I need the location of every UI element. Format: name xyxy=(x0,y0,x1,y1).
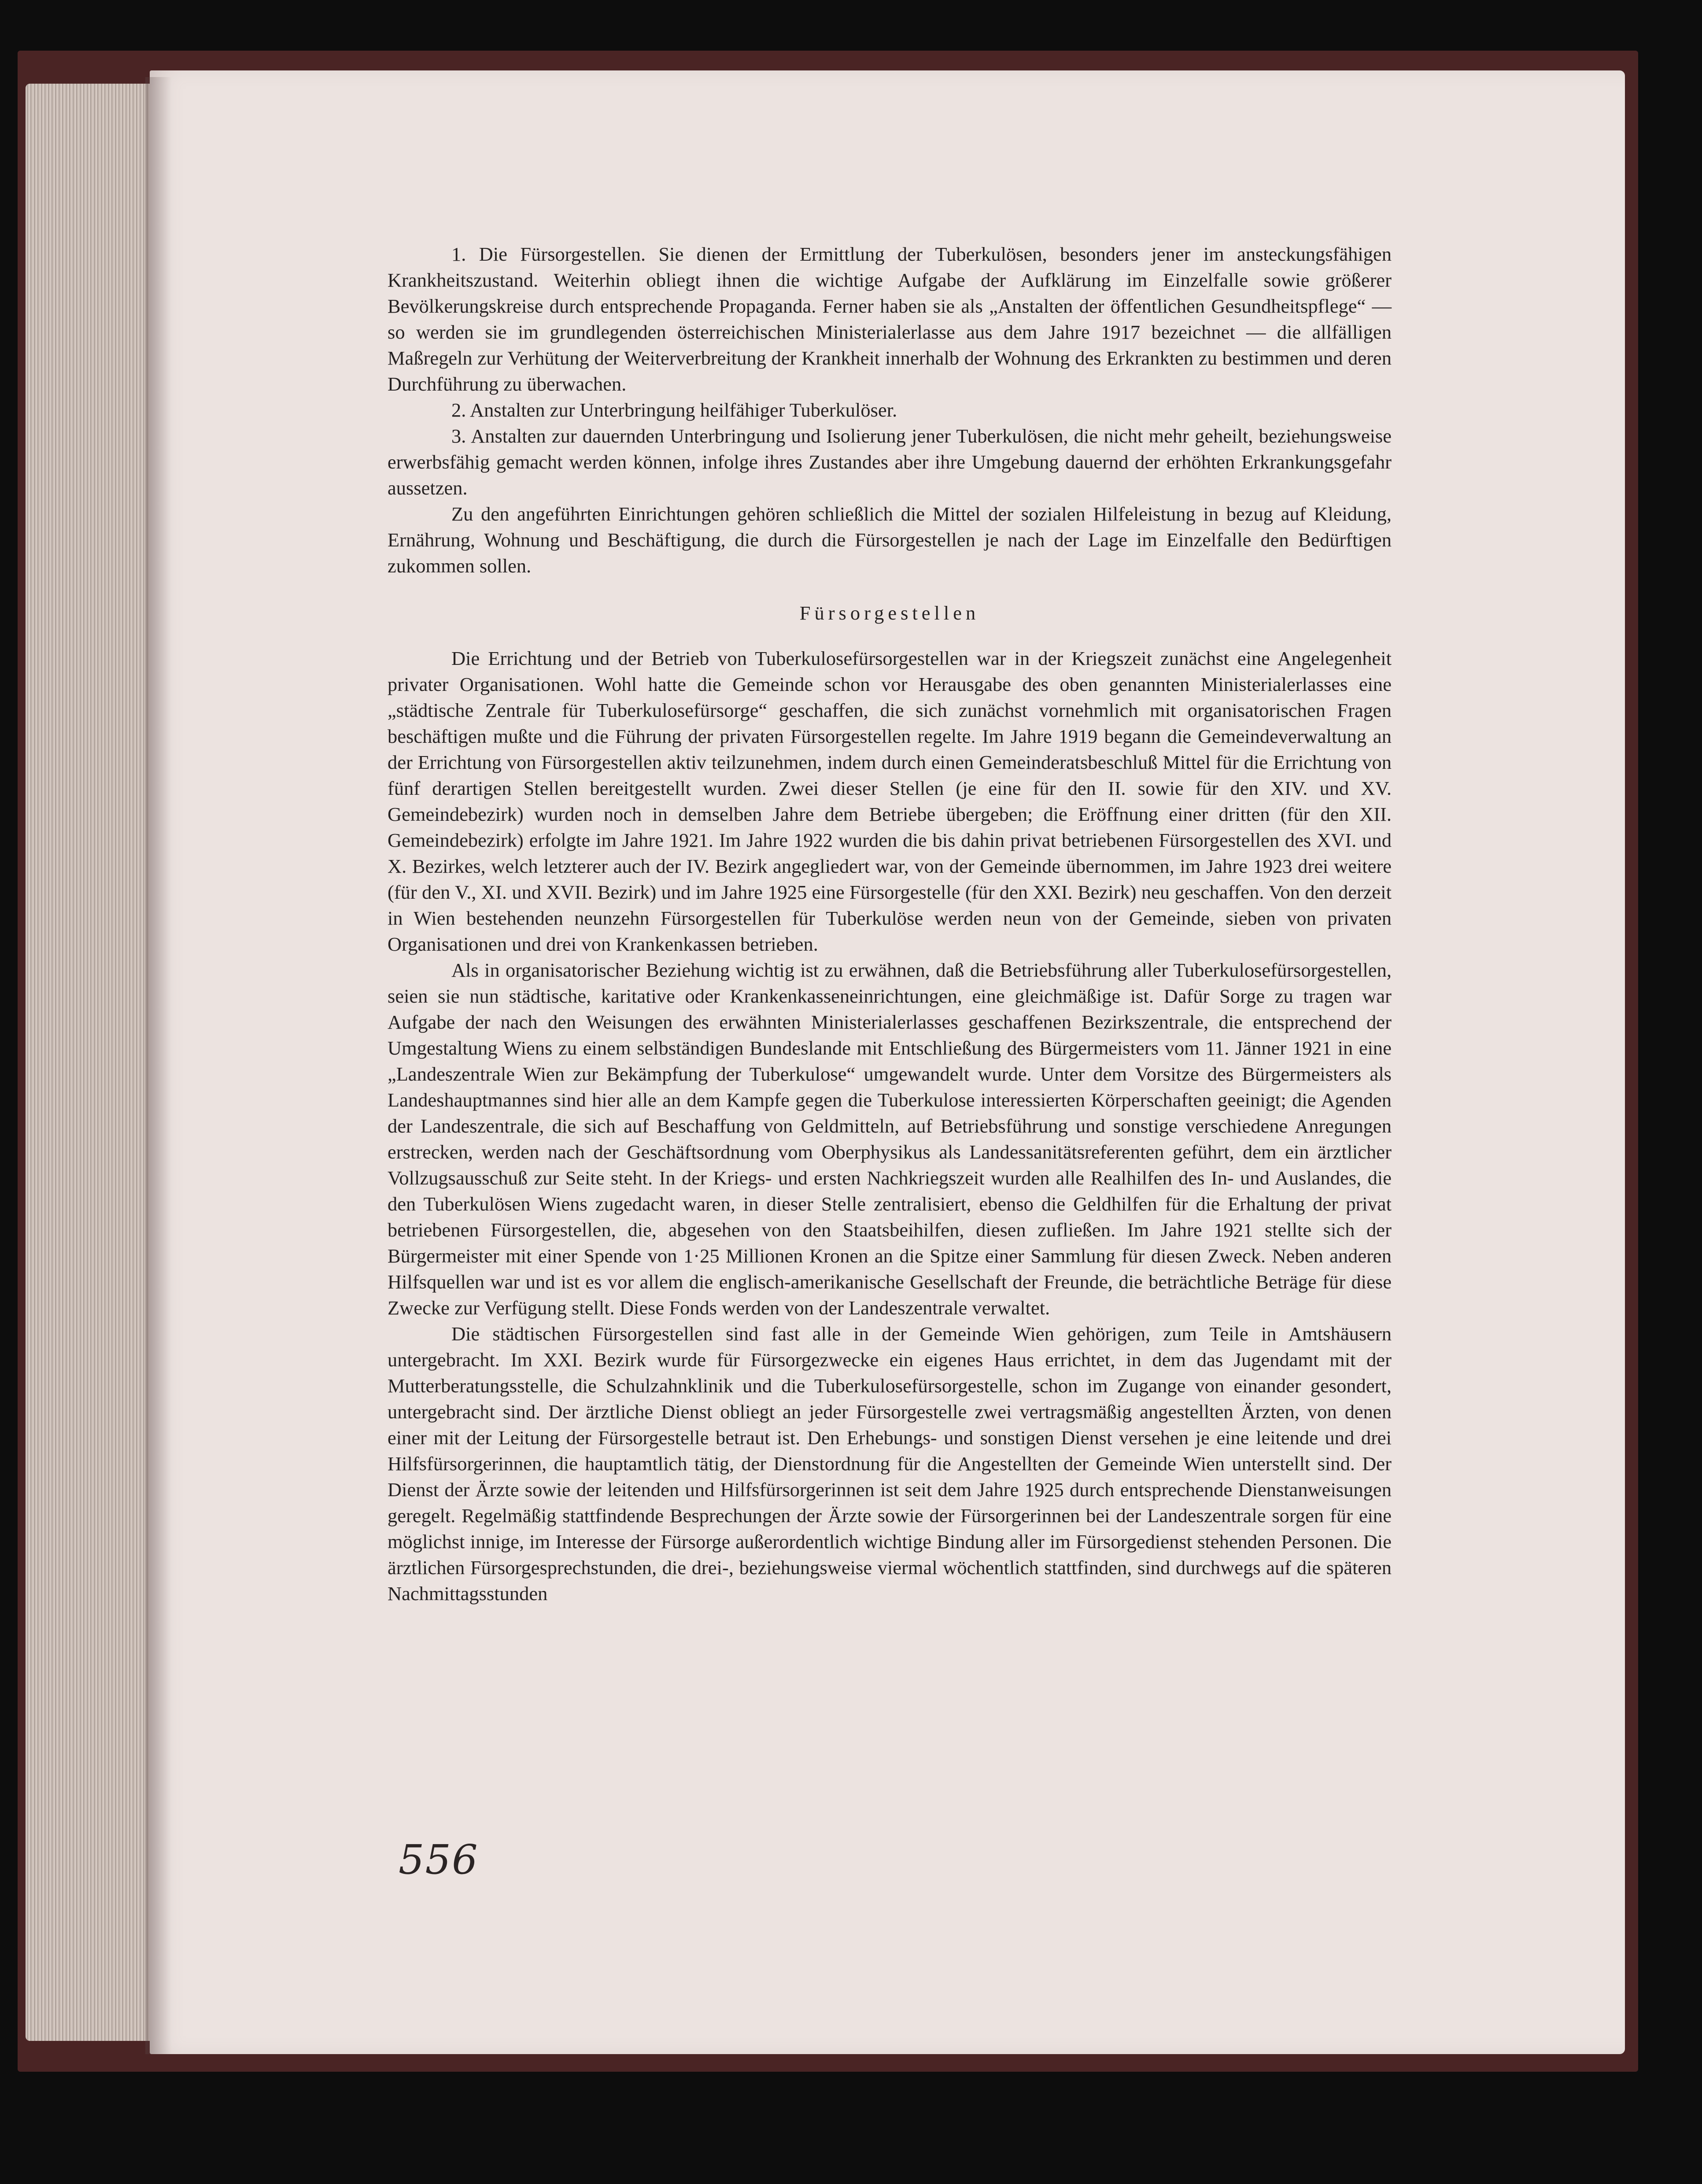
paragraph-staedtische-fuersorgestellen: Die städtischen Fürsorgestellen sind fast alle in der Gemeinde Wien gehörigen, zum Teile in Amtshäusern untergebracht. Im XXI. Bezirk wurde für Fürsorgezwecke ein eigenes Haus errichtet, in dem das Jugendamt mit der Mutterberatungsstelle, die Schulzahnklinik und die Tuberkulosefürsorgestelle, schon im Zugange von einander gesondert, untergebracht sind. Der ärztliche Dienst obliegt an jeder Fürsorgestelle zwei vertragsmäßig angestellten Ärzten, von denen einer mit der Leitung der Fürsorgestelle betraut ist. Den Erhebungs- und sonstigen Dienst versehen je eine leitende und drei Hilfsfürsorgerinnen, die hauptamtlich tätig, der Dienstordnung für die Angestellten der Gemeinde Wien unterstellt sind. Der Dienst der Ärzte sowie der leitenden und Hilfsfürsorgerinnen ist seit dem Jahre 1925 durch entsprechende Dienstanweisungen geregelt. Regelmäßig stattfindende Besprechungen der Ärzte sowie der Fürsorgerinnen bei der Landeszentrale sorgen für eine möglichst innige, im Interesse der Fürsorge außerordentlich wichtige Bindung aller im Fürsorgedienst stehenden Personen. Die ärztlichen Fürsorgesprechstunden, die drei-, beziehungsweise viermal wöchentlich stattfinden, sind durchwegs auf die späteren Nachmittagsstunden xyxy=(388,1323,1392,1605)
paragraph-anstalten-dauernd-item: 3. Anstalten zur dauernden Unterbringung und Isolierung jener Tuberkulösen, die nicht mehr geheilt, beziehungsweise erwerbsfähig gemacht werden können, infolge ihres Zustandes aber ihre Umgebung dauernd der erhöhten Erkrankungsgefahr aussetzen. xyxy=(388,425,1392,499)
paragraph-anstalten-heilfaehig-item: 2. Anstalten zur Unterbringung heilfähiger Tuberkulöser. xyxy=(451,399,897,421)
text-block xyxy=(388,241,1392,1607)
paragraph-hilfeleistung: Zu den angeführten Einrichtungen gehören schließlich die Mittel der sozialen Hilfeleistung in bezug auf Kleidung, Ernährung, Wohnung und Beschäftigung, die durch die Fürsorgestellen je nach der Lage im Einzelfalle den Bedürftigen zukommen sollen. xyxy=(388,503,1392,577)
paragraph-errichtung: Die Errichtung und der Betrieb von Tuberkulosefürsorgestellen war in der Kriegszeit zunächst eine Angelegenheit privater Organisationen. Wohl hatte die Gemeinde schon vor Herausgabe des oben genannten Ministerialerlasses eine „städtische Zentrale für Tuberkulosefürsorge“ geschaffen, die sich zunächst vornehmlich mit organisatorischen Fragen beschäftigen mußte und die Führung der privaten Fürsorgestellen regelte. Im Jahre 1919 begann die Gemeindeverwaltung an der Errichtung von Fürsorgestellen aktiv teilzunehmen, indem durch einen Gemeinderatsbeschluß Mittel für die Errichtung von fünf derartigen Stellen bereitgestellt wurden. Zwei dieser Stellen (je eine für den II. sowie für den XIV. und XV. Gemeindebezirk) wurden noch in demselben Jahre dem Betriebe übergeben; die Eröffnung einer dritten (für den XII. Gemeindebezirk) erfolgte im Jahre 1921. Im Jahre 1922 wurden die bis dahin privat betriebenen Fürsorgestellen des XVI. und X. Bezirkes, welch letzterer auch der IV. Bezirk angegliedert war, von der Gemeinde übernommen, im Jahre 1923 drei weitere (für den V., XI. und XVII. Bezirk) und im Jahre 1925 eine Fürsorgestelle (für den XXI. Bezirk) neu geschaffen. Von den derzeit in Wien bestehenden neunzehn Fürsorgestellen für Tuberkulöse werden neun von der Gemeinde, sieben von privaten Organisationen und drei von Krankenkassen betrieben. xyxy=(388,647,1392,955)
paragraph-organisation: Als in organisatorischer Beziehung wichtig ist zu erwähnen, daß die Betriebsführung aller Tuberkulosefürsorgestellen, seien sie nun städtische, karitative oder Krankenkasseneinrichtungen, eine gleichmäßige ist. Dafür Sorge zu tragen war Aufgabe der nach den Weisungen des erwähnten Ministerialerlasses geschaffenen Bezirkszentrale, die entsprechend der Umgestaltung Wiens zu einem selbständigen Bundeslande mit Entschließung des Bürgermeisters vom 11. Jänner 1921 in eine „Landeszentrale Wien zur Bekämpfung der Tuberkulose“ umgewandelt wurde. Unter dem Vorsitze des Bürgermeisters als Landeshauptmannes sind hier alle an dem Kampfe gegen die Tuberkulose interessierten Körperschaften geeinigt; die Agenden der Landeszentrale, die sich auf Beschaffung von Geldmitteln, auf Betriebsführung und sonstige verschiedene Anregungen erstrecken, werden nach der Geschäftsordnung vom Oberphysikus als Landessanitätsreferenten geführt, dem ein ärztlicher Vollzugsausschuß zur Seite steht. In der Kriegs- und ersten Nachkriegszeit wurden alle Realhilfen des In- und Auslandes, die den Tuberkulösen Wiens zugedacht waren, in dieser Stelle zentralisiert, ebenso die Geldhilfen für die Erhaltung der privat betriebenen Fürsorgestellen, die, abgesehen von den Staatsbeihilfen, diesen zufließen. Im Jahre 1921 stellte sich der Bürgermeister mit einer Spende von 1·25 Millionen Kronen an die Spitze einer Sammlung für diesen Zweck. Neben anderen Hilfsquellen war und ist es vor allem die englisch-amerikanische Gesellschaft der Freunde, die beträchtliche Beträge für diese Zwecke zur Verfügung stellt. Diese Fonds werden von der Landeszentrale verwaltet. xyxy=(388,959,1392,1319)
page-edges xyxy=(26,84,158,2041)
gutter-shadow xyxy=(145,77,172,2054)
page-number: 556 xyxy=(399,1836,479,1883)
paragraph-fuersorgestellen-item: 1. Die Fürsorgestellen. Sie dienen der Ermittlung der Tuberkulösen, besonders jener im ansteckungsfähigen Krankheitszustand. Weiterhin obliegt ihnen die wichtige Aufgabe der Aufklärung im Einzelfalle sowie größerer Bevölkerungskreise durch entsprechende Propaganda. Ferner haben sie als „Anstalten der öffentlichen Gesundheitspflege“ — so werden sie im grundlegenden österreichischen Ministerialerlasse aus dem Jahre 1917 bezeichnet — die allfälligen Maßregeln zur Verhütung der Weiterverbreitung der Krankheit innerhalb der Wohnung des Erkrankten zu bestimmen und deren Durchführung zu überwachen. xyxy=(388,243,1392,395)
section-heading: Fürsorgestellen xyxy=(799,602,980,624)
